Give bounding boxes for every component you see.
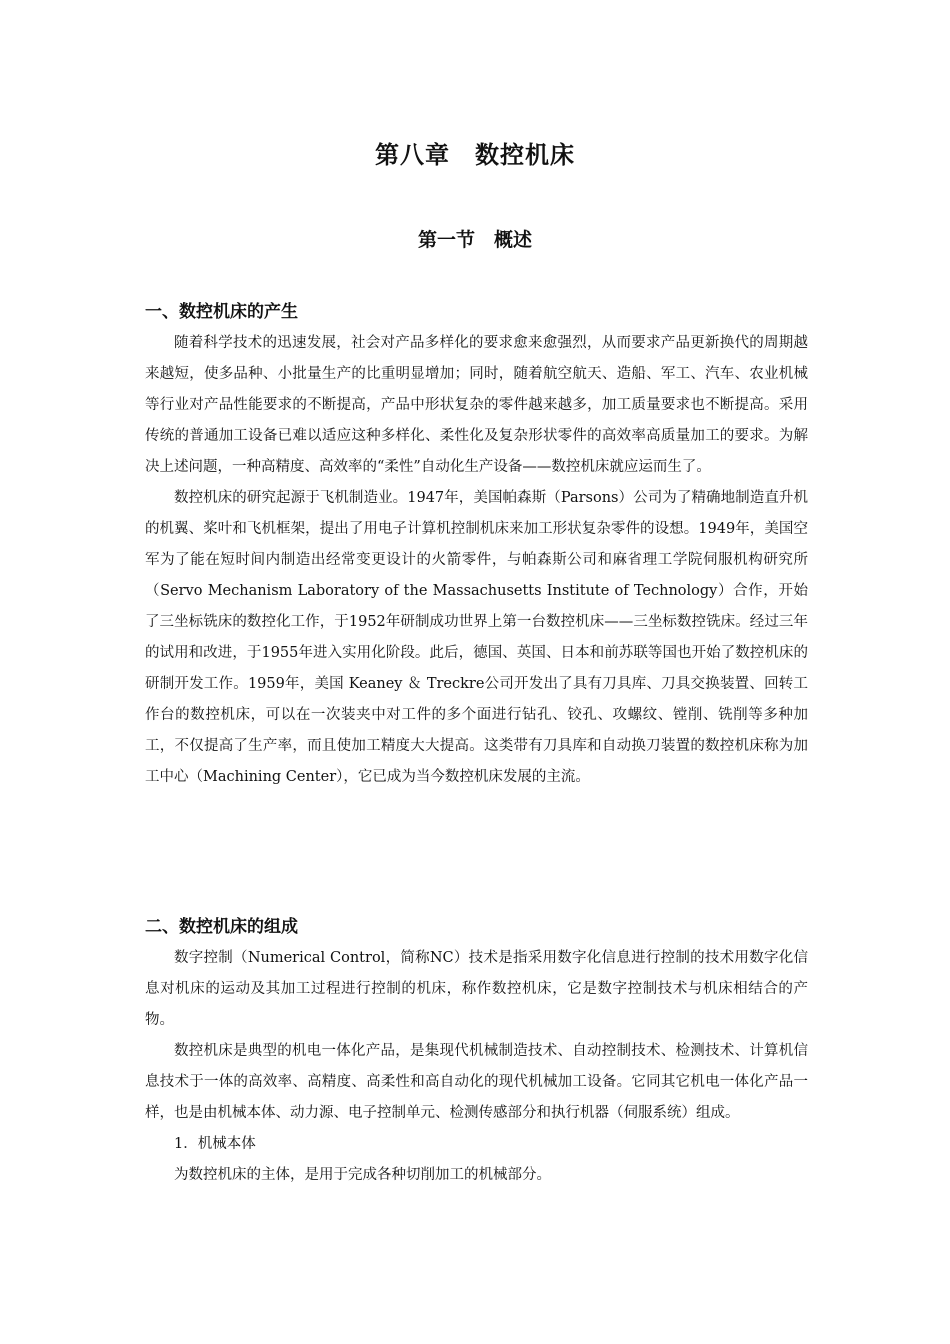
paragraph-origin-background: 随着科学技术的迅速发展，社会对产品多样化的要求愈来愈强烈，从而要求产品更新换代的周期越来越短，使多品种、小批量生产的比重明显增加；同时，随着航空航天、造船、军工、汽车、农业机械等行业对产品性能要求的不断提高，产品中形状复杂的零件越来越多，加工质量要求也不断提高。采用传统的普通加工设备已难以适应这种多样化、柔性化及复杂形状零件的高效率高质量加工的要求。为解决上述问题，一种高精度、高效率的“柔性”自动化生产设备——数控机床就应运而生了。 (145, 335, 808, 475)
heading-origin: 一、数控机床的产生 (145, 302, 298, 322)
section-origin (145, 297, 808, 793)
paragraph-mechanical-body: 为数控机床的主体，是用于完成各种切削加工的机械部分。 (174, 1167, 551, 1183)
item-mechanical-body-label: 1．机械本体 (174, 1136, 256, 1152)
paragraph-nc-definition: 数字控制（Numerical Control，简称NC）技术是指采用数字化信息进行控制的技术用数字化信息对机床的运动及其加工过程进行控制的机床，称作数控机床，它是数字控制技术与机床相结合的产物。 (145, 950, 808, 1028)
chapter-title: 第八章 数控机床 (375, 141, 575, 169)
paragraph-origin-history: 数控机床的研究起源于飞机制造业。1947年，美国帕森斯（Parsons）公司为了精确地制造直升机的机翼、桨叶和飞机框架，提出了用电子计算机控制机床来加工形状复杂零件的设想。1949年，美国空军为了能在短时间内制造出经常变更设计的火箭零件，与帕森斯公司和麻省理工学院伺服机构研究所（Servo Mechanism Laboratory of the Massachusetts Institute of Technology）合作，开始了三坐标铣床的数控化工作，于1952年研制成功世界上第一台数控机床——三坐标数控铣床。经过三年的试用和改进，于1955年进入实用化阶段。此后，德国、英国、日本和前苏联等国也开始了数控机床的研制开发工作。1959年，美国 Keaney ＆ Treckre公司开发出了具有刀具库、刀具交换装置、回转工作台的数控机床，可以在一次装夹中对工件的多个面进行钻孔、铰孔、攻螺纹、镗削、铣削等多种加工，不仅提高了生产率，而且使加工精度大大提高。这类带有刀具库和自动换刀装置的数控机床称为加工中心（Machining Center），它已成为当今数控机床发展的主流。 (145, 490, 808, 785)
heading-composition: 二、数控机床的组成 (145, 917, 298, 937)
paragraph-nc-components: 数控机床是典型的机电一体化产品，是集现代机械制造技术、自动控制技术、检测技术、计算机信息技术于一体的高效率、高精度、高柔性和高自动化的现代机械加工设备。它同其它机电一体化产品一样，也是由机械本体、动力源、电子控制单元、检测传感部分和执行机器（伺服系统）组成。 (145, 1043, 808, 1121)
section-title: 第一节 概述 (417, 229, 532, 251)
section-composition (145, 912, 808, 1191)
